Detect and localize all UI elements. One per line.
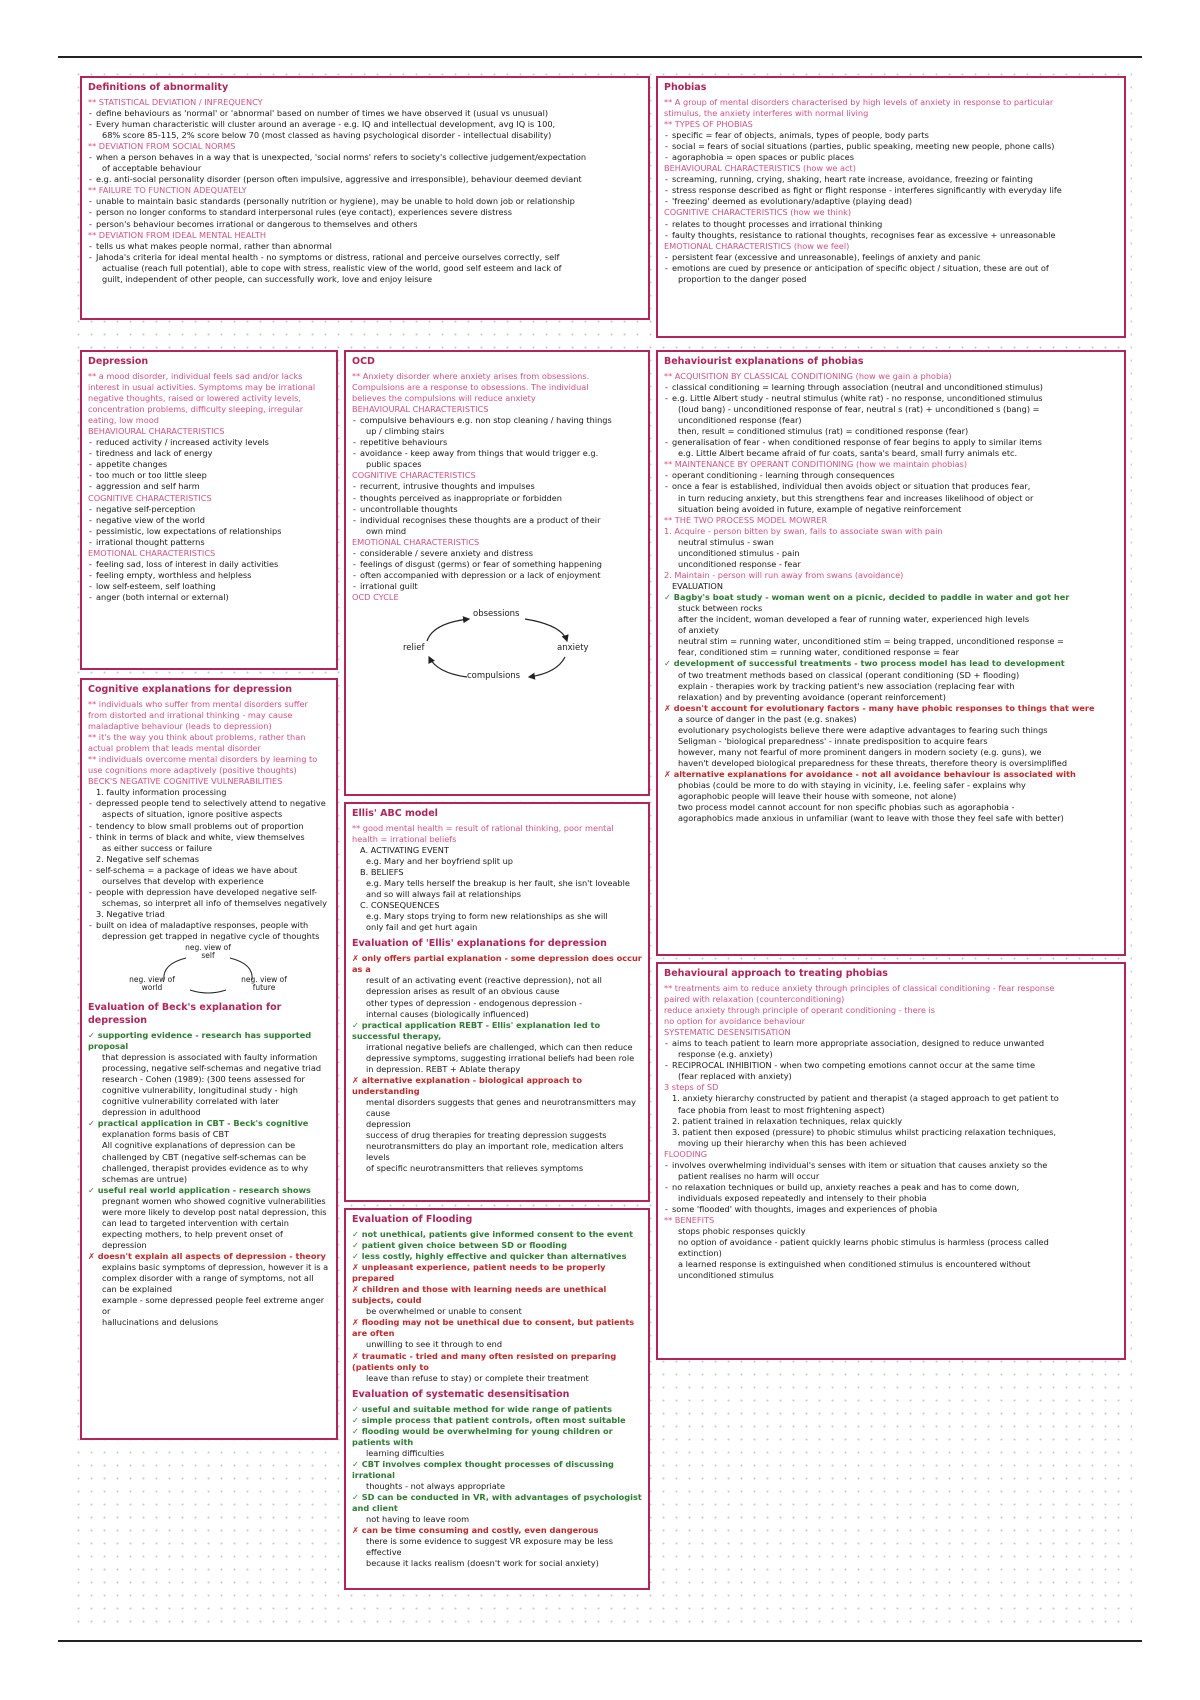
note-line: result of an activating event (reactive depression), not all bbox=[366, 975, 602, 986]
beck-evaluation-lines bbox=[88, 1030, 330, 1329]
bottom-rule bbox=[58, 1640, 1142, 1642]
note-line: explains basic symptoms of depression, however it is a bbox=[102, 1262, 329, 1273]
cognitive-lines bbox=[88, 699, 330, 942]
note-line: - RECIPROCAL INHIBITION - when two competing emotions cannot occur at the same time bbox=[664, 1060, 1118, 1071]
note-line: - too much or too little sleep bbox=[88, 470, 330, 481]
note-line: mental disorders suggests that genes and neurotransmitters may cause bbox=[366, 1097, 636, 1119]
note-line: - irrational thought patterns bbox=[88, 537, 330, 548]
note-line: EMOTIONAL CHARACTERISTICS bbox=[352, 536, 480, 547]
note-line: - low self-esteem, self loathing bbox=[88, 581, 330, 592]
note-line: evolutionary psychologists believe there were adaptive advantages to fearing such things bbox=[678, 724, 1048, 735]
note-line: response (e.g. anxiety) bbox=[678, 1049, 773, 1060]
triad-future: neg. view of future bbox=[241, 975, 287, 993]
note-line: ✗ unpleasant experience, patient needs to be properly prepared bbox=[352, 1262, 606, 1284]
note-line: two process model cannot account for non specific phobias such as agoraphobia - bbox=[678, 802, 1015, 813]
note-line: schemas are untrue) bbox=[102, 1173, 188, 1184]
note-line: ** Anxiety disorder where anxiety arises from obsessions. bbox=[352, 370, 590, 381]
phobias-box bbox=[656, 76, 1126, 338]
note-line: can be explained bbox=[102, 1284, 173, 1295]
behaviourist-title: Behaviourist explanations of phobias bbox=[664, 356, 864, 367]
ellis-evaluation-title: Evaluation of 'Ellis' explanations for depression bbox=[352, 938, 607, 950]
note-line: - compulsive behaviours e.g. non stop cleaning / having things bbox=[352, 415, 642, 426]
note-line: unconditioned response (fear) bbox=[678, 415, 802, 426]
note-line: - often accompanied with depression or a lack of enjoyment bbox=[352, 570, 642, 581]
note-line: of anxiety bbox=[678, 625, 719, 636]
note-line: BEHAVIOURAL CHARACTERISTICS bbox=[88, 426, 225, 437]
note-line: ** THE TWO PROCESS MODEL MOWRER bbox=[664, 514, 828, 525]
note-line: explain - therapies work by tracking patient's new association (replacing fear with bbox=[678, 680, 1015, 691]
ocd-cycle-diagram bbox=[397, 607, 597, 687]
note-line: no option of avoidance - patient quickly learns phobic stimulus is harmless (process called bbox=[678, 1237, 1049, 1248]
note-line: - generalisation of fear - when conditioned response of fear begins to apply to similar items bbox=[664, 437, 1118, 448]
note-line: ** it's the way you think about problems, rather than bbox=[88, 732, 306, 742]
note-line: eating, low mood bbox=[88, 415, 159, 426]
note-line: pregnant women who showed cognitive vulnerabilities bbox=[102, 1195, 326, 1206]
top-rule bbox=[58, 56, 1142, 58]
note-line: - operant conditioning - learning through consequences bbox=[664, 470, 1118, 481]
note-line: cognitive vulnerability, longitudinal study - high bbox=[102, 1085, 298, 1096]
note-line: unwilling to see it through to end bbox=[366, 1339, 503, 1350]
note-line: - agoraphobia = open spaces or public places bbox=[664, 152, 1118, 163]
note-line: depression arises as result of an obvious cause bbox=[366, 986, 560, 997]
note-line: - reduced activity / increased activity levels bbox=[88, 437, 330, 448]
flooding-evaluation-lines bbox=[352, 1229, 642, 1384]
ellis-abc-box bbox=[344, 802, 650, 1202]
note-line: ✗ alternative explanation - biological approach to understanding bbox=[352, 1074, 582, 1096]
note-line: - think in terms of black and white, view themselves bbox=[88, 832, 330, 843]
note-line: EMOTIONAL CHARACTERISTICS bbox=[88, 547, 216, 558]
sd-evaluation-lines bbox=[352, 1404, 642, 1570]
note-line: that depression is associated with faulty information bbox=[102, 1051, 318, 1062]
flooding-evaluation-title: Evaluation of Flooding bbox=[352, 1214, 473, 1225]
note-line: - e.g. anti-social personality disorder (person often impulsive, aggressive and irresponsible), behaviour deemed deviant bbox=[88, 174, 642, 185]
note-line: ✓ Bagby's boat study - woman went on a picnic, decided to paddle in water and got her bbox=[664, 592, 1070, 603]
note-line: concentration problems, difficulty sleeping, irregular bbox=[88, 404, 304, 414]
note-line: COGNITIVE CHARACTERISTICS bbox=[352, 470, 476, 481]
note-line: however, many not fearful of more prominent dangers in modern society (e.g. guns), we bbox=[678, 746, 1042, 757]
note-line: BEHAVIOURAL CHARACTERISTICS (how we act) bbox=[664, 163, 856, 174]
dotted-notes-sheet bbox=[72, 68, 1132, 1628]
note-line: ✗ children and those with learning needs are unethical subjects, could bbox=[352, 1284, 607, 1306]
note-line: ** individuals overcome mental disorders by learning to bbox=[88, 754, 318, 765]
note-line: reduce anxiety through principle of operant conditioning - there is bbox=[664, 1004, 936, 1015]
note-line: - unable to maintain basic standards (personally nutrition or hygiene), may be unable to hold down job or relationship bbox=[88, 196, 642, 207]
note-line: ** treatments aim to reduce anxiety through principles of classical conditioning - fear response bbox=[664, 982, 1055, 993]
note-line: ✓ not unethical, patients give informed consent to the event bbox=[352, 1228, 634, 1239]
note-line: - feelings of disgust (germs) or fear of something happening bbox=[352, 559, 642, 570]
note-line: - person's behaviour becomes irrational or dangerous to themselves and others bbox=[88, 219, 642, 230]
note-line: face phobia from least to most frightening aspect) bbox=[678, 1104, 885, 1115]
note-line: ** STATISTICAL DEVIATION / INFREQUENCY bbox=[88, 96, 263, 107]
note-line: extinction) bbox=[678, 1248, 722, 1259]
note-line: of two treatment methods based on classical (operant conditioning (SD + flooding) bbox=[678, 669, 1020, 680]
note-line: complex disorder with a range of symptoms, not all bbox=[102, 1273, 314, 1284]
note-line: e.g. Little Albert became afraid of fur coats, santa's beard, small furry animals etc. bbox=[678, 448, 1018, 459]
note-line: 3 steps of SD bbox=[664, 1082, 719, 1093]
note-line: - self-schema = a package of ideas we have about bbox=[88, 865, 330, 876]
note-line: individuals exposed repeatedly and intensely to their phobia bbox=[678, 1193, 927, 1203]
note-line: A. ACTIVATING EVENT bbox=[360, 844, 449, 855]
note-line: - thoughts perceived as inappropriate or forbidden bbox=[352, 493, 642, 504]
note-line: ✓ supporting evidence - research has supported proposal bbox=[88, 1029, 312, 1051]
cognitive-explanations-box bbox=[80, 678, 338, 1440]
note-line: - considerable / severe anxiety and distress bbox=[352, 548, 642, 559]
note-line: own mind bbox=[366, 525, 407, 536]
note-line: ✓ useful real world application - research shows bbox=[88, 1184, 311, 1195]
note-line: a learned response is extinguished when conditioned stimulus is encountered without bbox=[678, 1259, 1031, 1270]
note-line: - tendency to blow small problems out of proportion bbox=[88, 821, 330, 832]
cognitive-title: Cognitive explanations for depression bbox=[88, 684, 292, 695]
note-line: stuck between rocks bbox=[678, 603, 763, 614]
note-line: - negative view of the world bbox=[88, 515, 330, 526]
note-line: then, result = conditioned stimulus (rat) = conditioned response (fear) bbox=[678, 426, 969, 437]
note-line: of specific neurotransmitters that relieves symptoms bbox=[366, 1163, 584, 1174]
note-line: ** individuals who suffer from mental disorders suffer bbox=[88, 698, 308, 709]
note-line: 3. patient then exposed (pressure) to phobic stimulus whilst practicing relaxation techniques, bbox=[672, 1126, 1057, 1137]
ellis-title: Ellis' ABC model bbox=[352, 808, 438, 819]
note-line: 2. Maintain - person will run away from swans (avoidance) bbox=[664, 569, 904, 580]
note-line: ** MAINTENANCE BY OPERANT CONDITIONING (how we maintain phobias) bbox=[664, 459, 968, 470]
note-line: stops phobic responses quickly bbox=[678, 1226, 806, 1237]
depression-box bbox=[80, 350, 338, 670]
note-line: believes the compulsions will reduce anxiety bbox=[352, 392, 536, 403]
definitions-box bbox=[80, 76, 650, 320]
note-line: - aggression and self harm bbox=[88, 481, 330, 492]
note-line: ✓ practical application in CBT - Beck's cognitive bbox=[88, 1118, 309, 1129]
note-line: e.g. Mary stops trying to form new relationships as she will bbox=[366, 911, 608, 922]
note-line: BEHAVIOURAL CHARACTERISTICS bbox=[352, 404, 489, 414]
note-line: - some 'flooded' with thoughts, images and experiences of phobia bbox=[664, 1204, 1118, 1215]
note-line: learning difficulties bbox=[366, 1447, 445, 1458]
note-line: proportion to the danger posed bbox=[678, 273, 807, 284]
note-line: patient realises no harm will occur bbox=[678, 1170, 820, 1181]
note-line: 1. faulty information processing bbox=[96, 787, 227, 798]
note-line: ** DEVIATION FROM SOCIAL NORMS bbox=[88, 141, 236, 152]
note-line: - feeling empty, worthless and helpless bbox=[88, 570, 330, 581]
note-line: - avoidance - keep away from things that would trigger e.g. bbox=[352, 448, 642, 459]
phobias-title: Phobias bbox=[664, 82, 707, 93]
note-line: C. CONSEQUENCES bbox=[360, 900, 440, 911]
note-line: All cognitive explanations of depression can be bbox=[102, 1140, 296, 1151]
note-line: were more likely to develop post natal depression, this bbox=[102, 1206, 327, 1217]
note-line: ✗ doesn't account for evolutionary factors - many have phobic responses to things that were bbox=[664, 702, 1095, 713]
note-line: ✗ alternative explanations for avoidance - not all avoidance behaviour is associated with bbox=[664, 769, 1076, 780]
note-line: ✗ doesn't explain all aspects of depression - theory bbox=[88, 1251, 326, 1262]
note-line: - appetite changes bbox=[88, 459, 330, 470]
note-line: not having to leave room bbox=[366, 1514, 470, 1525]
note-line: - e.g. Little Albert study - neutral stimulus (white rat) - no response, unconditioned stimulus bbox=[664, 393, 1118, 404]
cycle-compulsions: compulsions bbox=[467, 671, 521, 682]
note-line: ** DEVIATION FROM IDEAL MENTAL HEALTH bbox=[88, 229, 267, 240]
note-line: challenged by CBT (negative self-schemas can be bbox=[102, 1151, 307, 1162]
note-line: ✓ useful and suitable method for wide range of patients bbox=[352, 1403, 612, 1414]
ocd-title: OCD bbox=[352, 356, 375, 367]
note-line: success of drug therapies for treating depression suggests bbox=[366, 1130, 607, 1141]
note-line: irrational negative beliefs are challenged, which can then reduce bbox=[366, 1041, 633, 1052]
note-line: situation being avoided in future, example of negative reinforcement bbox=[678, 503, 962, 514]
note-line: - classical conditioning = learning through association (neutral and unconditioned stimulus) bbox=[664, 382, 1118, 393]
flooding-evaluation-box bbox=[344, 1208, 650, 1590]
note-line: other types of depression - endogenous depression - bbox=[366, 997, 583, 1008]
note-line: relaxation) and by preventing avoidance (operant reinforcement) bbox=[678, 691, 946, 702]
note-line: - repetitive behaviours bbox=[352, 437, 642, 448]
approach-title: Behavioural approach to treating phobias bbox=[664, 968, 888, 979]
cycle-relief: relief bbox=[403, 643, 425, 654]
note-line: depression in adulthood bbox=[102, 1107, 201, 1118]
note-line: agoraphobics made anxious in unfamiliar (want to leave with those they feel safe with better) bbox=[678, 813, 1064, 824]
note-line: B. BELIEFS bbox=[360, 867, 404, 878]
note-line: guilt, independent of other people, can successfully work, love and enjoy leisure bbox=[102, 273, 432, 284]
note-line: - anger (both internal or external) bbox=[88, 592, 330, 603]
note-line: 1. anxiety hierarchy constructed by patient and therapist (a staged approach to get patient to bbox=[672, 1093, 1059, 1104]
note-line: - involves overwhelming individual's senses with item or situation that causes anxiety so the bbox=[664, 1160, 1118, 1171]
note-line: - specific = fear of objects, animals, types of people, body parts bbox=[664, 130, 1118, 141]
note-line: neutral stimulus - swan bbox=[678, 536, 774, 547]
note-line: no option for avoidance behaviour bbox=[664, 1016, 805, 1026]
note-line: - feeling sad, loss of interest in daily activities bbox=[88, 559, 330, 570]
note-line: - emotions are cued by presence or anticipation of specific object / situation, these are out of bbox=[664, 263, 1118, 274]
note-line: Seligman - 'biological preparedness' - innate predisposition to acquire fears bbox=[678, 735, 988, 746]
note-line: 3. Negative triad bbox=[96, 909, 165, 919]
note-line: - tells us what makes people normal, rather than abnormal bbox=[88, 241, 642, 252]
note-line: FLOODING bbox=[664, 1148, 708, 1159]
note-line: e.g. Mary and her boyfriend split up bbox=[366, 856, 513, 866]
cycle-anxiety: anxiety bbox=[557, 643, 589, 654]
note-line: neurotransmitters do play an important role, medication alters levels bbox=[366, 1141, 624, 1163]
definitions-title: Definitions of abnormality bbox=[88, 82, 229, 93]
treating-phobias-box bbox=[656, 962, 1126, 1360]
note-line: ✓ SD can be conducted in VR, with advantages of psychologist and client bbox=[352, 1492, 642, 1514]
note-line: cognitive vulnerability correlated with later bbox=[102, 1096, 279, 1107]
note-line: - stress response described as fight or flight response - interferes significantly with everyday life bbox=[664, 185, 1118, 196]
depression-title: Depression bbox=[88, 356, 149, 367]
note-line: public spaces bbox=[366, 459, 422, 470]
note-line: e.g. Mary tells herself the breakup is her fault, she isn't loveable bbox=[366, 878, 630, 889]
ellis-evaluation-lines bbox=[352, 953, 642, 1174]
note-line: - pessimistic, low expectations of relationships bbox=[88, 526, 330, 537]
note-line: ✓ flooding would be overwhelming for young children or patients with bbox=[352, 1425, 613, 1447]
note-line: negative thoughts, raised or lowered activity levels, bbox=[88, 392, 301, 403]
cycle-obsessions: obsessions bbox=[473, 609, 520, 620]
note-line: ✗ can be time consuming and costly, even dangerous bbox=[352, 1525, 599, 1536]
note-line: stimulus, the anxiety interferes with normal living bbox=[664, 107, 869, 118]
note-line: be overwhelmed or unable to consent bbox=[366, 1306, 522, 1317]
note-line: of acceptable behaviour bbox=[102, 163, 202, 174]
note-line: health = irrational beliefs bbox=[352, 833, 457, 844]
note-line: ✗ flooding may not be unethical due to consent, but patients are often bbox=[352, 1317, 635, 1339]
note-line: haven't developed biological preparedness for these threats, therefore theory is oversimplified bbox=[678, 758, 1068, 768]
note-line: ✓ CBT involves complex thought processes of discussing irrational bbox=[352, 1458, 614, 1480]
note-line: EVALUATION bbox=[672, 581, 723, 591]
note-line: ** A group of mental disorders characterised by high levels of anxiety in response to particular bbox=[664, 96, 1054, 107]
note-line: ✗ only offers partial explanation - some depression does occur as a bbox=[352, 953, 642, 975]
note-line: - once a fear is established, individual then avoids object or situation that produces fear, bbox=[664, 481, 1118, 492]
note-line: depression get trapped in negative cycle of thoughts bbox=[102, 931, 320, 942]
note-line: maladaptive behaviour (leads to depression) bbox=[88, 720, 272, 731]
note-line: research - Cohen (1989): (300 teens assessed for bbox=[102, 1074, 305, 1085]
note-line: use cognitions more adaptively (positive thoughts) bbox=[88, 765, 297, 776]
note-line: unconditioned stimulus bbox=[678, 1270, 774, 1281]
note-line: aspects of situation, ignore positive aspects bbox=[102, 809, 283, 820]
note-line: 2. Negative self schemas bbox=[96, 853, 200, 864]
note-line: interest in usual activities. Symptoms may be irrational bbox=[88, 381, 316, 392]
note-line: up / climbing stairs bbox=[366, 426, 445, 437]
note-line: depressive symptoms, suggesting irrational beliefs had been role bbox=[366, 1052, 635, 1063]
note-line: (fear replaced with anxiety) bbox=[678, 1071, 792, 1082]
note-line: processing, negative self-schemas and negative triad bbox=[102, 1063, 322, 1073]
behaviourist-explanations-box bbox=[656, 350, 1126, 956]
note-line: - 'freezing' deemed as evolutionary/adaptive (playing dead) bbox=[664, 196, 1118, 207]
note-line: agoraphobic people will leave their house with someone, not alone) bbox=[678, 791, 957, 802]
note-line: - relates to thought processes and irrational thinking bbox=[664, 219, 1118, 230]
note-line: phobias (could be more to do with staying in vicinity, i.e. feeling safer - explains why bbox=[678, 780, 1026, 791]
note-line: thoughts - not always appropriate bbox=[366, 1480, 506, 1491]
note-line: ** ACQUISITION BY CLASSICAL CONDITIONING (how we gain a phobia) bbox=[664, 370, 952, 381]
note-line: ourselves that develop with experience bbox=[102, 875, 264, 886]
note-line: ✓ practical application REBT - Ellis' explanation led to successful therapy, bbox=[352, 1019, 601, 1041]
note-line: - negative self-perception bbox=[88, 504, 330, 515]
note-line: - person no longer conforms to standard interpersonal rules (eye contact), experiences severe distress bbox=[88, 207, 642, 218]
note-line: challenged, therapist provides evidence as to why bbox=[102, 1162, 309, 1173]
note-line: leave than refuse to stay) or complete their treatment bbox=[366, 1372, 589, 1383]
note-line: ** TYPES OF PHOBIAS bbox=[664, 118, 753, 129]
note-line: expecting mothers, to help prevent onset of depression bbox=[102, 1228, 283, 1250]
note-line: ** BENEFITS bbox=[664, 1215, 715, 1226]
note-line: Compulsions are a response to obsessions. The individual bbox=[352, 381, 589, 392]
note-line: actualise (reach full potential), able to cope with stress, realistic view of the world, good self esteem and lack of bbox=[102, 262, 562, 273]
note-line: - when a person behaves in a way that is unexpected, 'social norms' refers to society's collective judgement/expectation bbox=[88, 152, 642, 163]
note-line: COGNITIVE CHARACTERISTICS bbox=[88, 492, 212, 503]
note-line: ** a mood disorder, individual feels sad and/or lacks bbox=[88, 370, 303, 381]
note-line: moving up their hierarchy when this has been achieved bbox=[678, 1137, 907, 1148]
note-line: and so will always fail at relationships bbox=[366, 889, 521, 900]
note-line: in depression. REBT + Ablate therapy bbox=[366, 1063, 521, 1074]
note-line: as either success or failure bbox=[102, 842, 213, 853]
note-line: - irrational guilt bbox=[352, 581, 642, 592]
note-line: ✓ less costly, highly effective and quicker than alternatives bbox=[352, 1250, 627, 1261]
beck-evaluation-title: Evaluation of Beck's explanation for depression bbox=[88, 1002, 282, 1026]
note-line: from distorted and irrational thinking - may cause bbox=[88, 709, 293, 720]
note-line: 2. patient trained in relaxation techniques, relax quickly bbox=[672, 1115, 903, 1126]
note-line: - screaming, running, crying, shaking, heart rate increase, avoidance, freezing or fainting bbox=[664, 174, 1118, 185]
note-line: internal causes (biologically influenced) bbox=[366, 1008, 529, 1019]
note-line: because it lacks realism (doesn't work for social anxiety) bbox=[366, 1558, 599, 1569]
note-line: OCD CYCLE bbox=[352, 592, 399, 603]
note-line: - aims to teach patient to learn more appropriate association, designed to reduce unwanted bbox=[664, 1038, 1118, 1049]
note-line: - built on idea of maladaptive responses, people with bbox=[88, 920, 330, 931]
note-line: - no relaxation techniques or build up, anxiety reaches a peak and has to come down, bbox=[664, 1182, 1118, 1193]
note-line: in turn reducing anxiety, but this strengthens fear and increases likelihood of object or bbox=[678, 492, 1034, 503]
note-line: - social = fears of social situations (parties, public speaking, meeting new people, phone calls) bbox=[664, 141, 1118, 152]
note-line: - uncontrollable thoughts bbox=[352, 504, 642, 515]
note-line: - define behaviours as 'normal' or 'abnormal' based on number of times we have observed it (usual vs unusual) bbox=[88, 108, 642, 119]
ellis-lines bbox=[352, 823, 642, 934]
note-line: ✓ patient given choice between SD or flooding bbox=[352, 1239, 567, 1250]
note-line: fear, conditioned stim = running water, conditioned response = fear bbox=[678, 647, 959, 658]
ocd-box bbox=[344, 350, 650, 796]
note-line: ✓ simple process that patient controls, often most suitable bbox=[352, 1414, 626, 1425]
note-line: - individual recognises these thoughts are a product of their bbox=[352, 515, 642, 526]
note-line: ✗ traumatic - tried and many often resisted on preparing (patients only to bbox=[352, 1350, 617, 1372]
note-line: only fail and get hurt again bbox=[366, 922, 478, 933]
note-line: - Every human characteristic will cluster around an average - e.g. IQ and intellectual development, avg IQ is 100, bbox=[88, 119, 642, 130]
note-line: neutral stim = running water, unconditioned stim = being trapped, unconditioned response = bbox=[678, 636, 1064, 647]
note-line: (loud bang) - unconditioned response of fear, neutral s (rat) + unconditioned s (bang) = bbox=[678, 404, 1040, 414]
note-line: EMOTIONAL CHARACTERISTICS (how we feel) bbox=[664, 240, 850, 251]
note-line: - people with depression have developed negative self- bbox=[88, 887, 330, 898]
note-line: depression bbox=[366, 1119, 411, 1130]
sd-evaluation-title: Evaluation of systematic desensitisation bbox=[352, 1388, 570, 1400]
note-line: SYSTEMATIC DESENSITISATION bbox=[664, 1027, 791, 1038]
note-line: actual problem that leads mental disorder bbox=[88, 743, 261, 754]
note-line: paired with relaxation (counterconditioning) bbox=[664, 993, 845, 1004]
note-line: ** FAILURE TO FUNCTION ADEQUATELY bbox=[88, 185, 247, 196]
note-line: unconditioned response - fear bbox=[678, 558, 801, 569]
note-line: ✓ development of successful treatments - two process model has lead to development bbox=[664, 658, 1065, 669]
note-line: after the incident, woman developed a fear of running water, experienced high levels bbox=[678, 614, 1030, 625]
note-line: a source of danger in the past (e.g. snakes) bbox=[678, 713, 857, 724]
note-line: explanation forms basis of CBT bbox=[102, 1129, 230, 1140]
note-line: - persistent fear (excessive and unreasonable), feelings of anxiety and panic bbox=[664, 252, 1118, 263]
note-line: schemas, so interpret all info of themselves negatively bbox=[102, 897, 327, 908]
triad-world: neg. view of world bbox=[129, 975, 175, 993]
note-line: can lead to targeted intervention with certain bbox=[102, 1217, 289, 1228]
negative-triad-diagram bbox=[128, 944, 288, 996]
note-line: hallucinations and delusions bbox=[102, 1317, 219, 1328]
note-line: there is some evidence to suggest VR exposure may be less effective bbox=[366, 1536, 614, 1558]
note-line: ** good mental health = result of rational thinking, poor mental bbox=[352, 822, 614, 833]
note-line: unconditioned stimulus - pain bbox=[678, 547, 800, 558]
note-line: - Jahoda's criteria for ideal mental health - no symptoms or distress, rational and perceive ourselves correctly, self bbox=[88, 252, 642, 263]
triad-self: neg. view of self bbox=[185, 943, 231, 961]
note-line: example - some depressed people feel extreme anger or bbox=[102, 1295, 325, 1317]
note-line: COGNITIVE CHARACTERISTICS (how we think) bbox=[664, 207, 852, 218]
note-line: - faulty thoughts, resistance to rational thoughts, recognises fear as excessive + unreasonable bbox=[664, 230, 1118, 241]
note-line: - depressed people tend to selectively attend to negative bbox=[88, 798, 330, 809]
note-line: - recurrent, intrusive thoughts and impulses bbox=[352, 481, 642, 492]
note-line: BECK'S NEGATIVE COGNITIVE VULNERABILITIES bbox=[88, 776, 283, 787]
note-line: - tiredness and lack of energy bbox=[88, 448, 330, 459]
note-line: 68% score 85-115, 2% score below 70 (most classed as having psychological disorder - intellectual disability) bbox=[102, 130, 552, 140]
note-line: 1. Acquire - person bitten by swan, fails to associate swan with pain bbox=[664, 525, 943, 536]
